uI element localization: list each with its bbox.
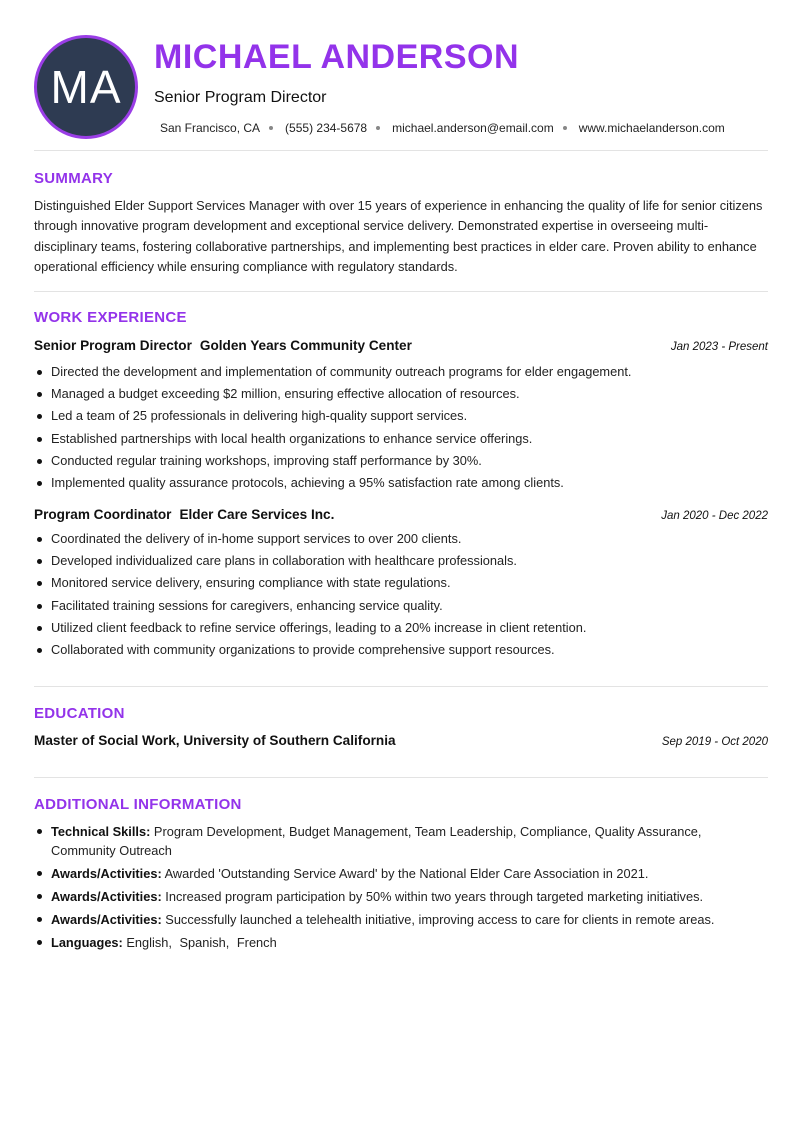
divider [34,291,768,292]
list-item: Utilized client feedback to refine service offerings, leading to a 20% increase in client retention. [34,617,764,639]
section-title-education: EDUCATION [34,705,125,722]
list-item: Led a team of 25 professionals in delivering high-quality support services. [34,405,764,427]
job-title [34,507,334,522]
list-item: Coordinated the delivery of in-home support services to over 200 clients. [34,528,764,550]
job-dates: Jan 2020 - Dec 2022 [661,510,768,522]
language: French [236,935,277,950]
summary-text: Distinguished Elder Support Services Manager with over 15 years of experience in enhancing the quality of life for senior citizens through innovative program development and exceptional service delivery. Demonstrated expertise in overseeing multi-disciplinary teams, fostering collaborative partnerships, and implementing best practices in elder care. Proven ability to enhance operational efficiency while ensuring compliance with regulatory standards. [34,198,763,275]
list-item: Implemented quality assurance protocols, achieving a 95% satisfaction rate among clients. [34,472,764,494]
additional-list [34,822,764,956]
contact-phone: (555) 234-5678 [285,121,368,135]
item-label: Technical Skills: [51,824,151,839]
contact-website[interactable]: www.michaelanderson.com [578,121,725,135]
education-dates: Sep 2019 - Oct 2020 [661,736,768,748]
job-header [34,507,768,525]
languages-label: Languages: [51,935,123,950]
section-title-summary: SUMMARY [34,170,114,187]
contact-row [160,121,725,135]
list-item: Conducted regular training workshops, improving staff performance by 30%. [34,450,764,472]
list-item: Directed the development and implementation of community outreach programs for elder engagement. [34,361,764,383]
job-bullets [34,528,764,661]
item-text: Successfully launched a telehealth initiative, improving access to care for clients in remote areas. [165,912,715,927]
section-title-experience: WORK EXPERIENCE [34,309,187,326]
list-item: Developed individualized care plans in collaboration with healthcare professionals. [34,550,764,572]
item-text: Increased program participation by 50% within two years through targeted marketing initiatives. [165,889,704,904]
candidate-name: MICHAEL ANDERSON [154,38,520,76]
item-label: Awards/Activities: [51,866,162,881]
section-title-additional: ADDITIONAL INFORMATION [34,796,242,813]
divider [34,686,768,687]
divider [34,777,768,778]
education-entry [34,733,768,751]
job-dates: Jan 2023 - Present [670,341,768,353]
item-label: Awards/Activities: [51,889,162,904]
divider [34,150,768,151]
list-item [34,887,764,906]
avatar-initials: MA [50,61,122,113]
language: Spanish, [179,935,230,950]
separator-dot-icon [269,126,273,130]
job-role: Program Coordinator [34,507,172,522]
avatar [34,35,138,139]
education-degree: Master of Social Work, University of Southern California [34,733,396,748]
list-item [34,933,764,952]
list-item: Facilitated training sessions for caregivers, enhancing service quality. [34,595,764,617]
item-label: Awards/Activities: [51,912,162,927]
contact-location: San Francisco, CA [160,121,261,135]
list-item [34,864,764,883]
job-role: Senior Program Director [34,338,192,353]
list-item: Monitored service delivery, ensuring compliance with state regulations. [34,572,764,594]
contact-email[interactable]: michael.anderson@email.com [392,121,554,135]
list-item: Collaborated with community organizations to provide comprehensive support resources. [34,639,764,661]
separator-dot-icon [563,126,567,130]
job-bullets [34,361,764,494]
job-company: Elder Care Services Inc. [179,507,335,522]
job-company: Golden Years Community Center [199,338,412,353]
list-item: Managed a budget exceeding $2 million, ensuring effective allocation of resources. [34,383,764,405]
item-text: Program Development, Budget Management, Team Leadership, Compliance, Quality Assurance, Community Outreach [51,824,702,858]
separator-dot-icon [376,126,380,130]
list-item: Established partnerships with local health organizations to enhance service offerings. [34,428,764,450]
list-item [34,910,764,929]
candidate-role: Senior Program Director [154,89,327,106]
job-header [34,338,768,356]
item-text: Awarded 'Outstanding Service Award' by the National Elder Care Association in 2021. [164,866,649,881]
job-title [34,338,412,353]
language: English, [126,935,172,950]
list-item [34,822,764,860]
